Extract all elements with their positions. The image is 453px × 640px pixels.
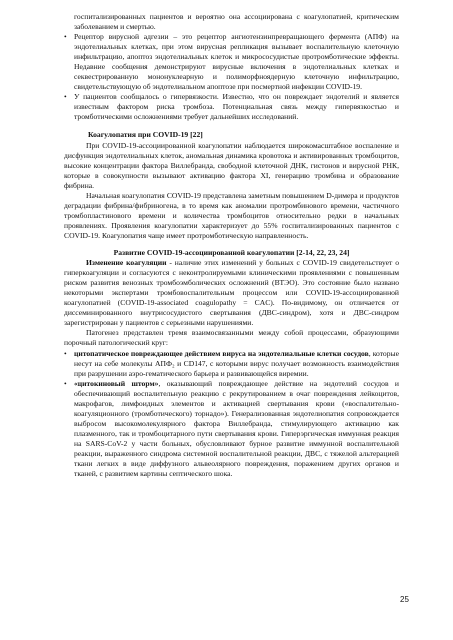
body-paragraph: Патогенез представлен тремя взаимосвязанными между собой процессами, образующими порочный патологический круг:	[64, 328, 399, 348]
section-heading: Развитие COVID-19-ассоциированной коагулопатии [2-14, 22, 23, 24]	[113, 248, 350, 258]
bullet-icon: •	[64, 92, 67, 102]
bullet-icon: •	[64, 32, 67, 42]
bullet-item	[64, 92, 399, 122]
body-paragraph: Изменение коагуляции - наличие этих изменений у больных с COVID-19 свидетельствует о гиперкоагуляции и согласуются с неконтролируемыми клиническими проявлениями с повышенным риском развития венозных тромбоэмболических осложнений (ВТЭО). Это состояние было названо некоторыми экспертами тромбовоспалительным процессом или COVID-19-ассоциированной коагулопатией (COVID-19-associated coagulopathy = CAC). По-видимому, он отличается от диссеминированного внутрисосудистого свертывания (ДВС-синдром), хотя и ДВС-синдром зарегистрирован у пациентов с серьезными нарушениями.	[64, 258, 399, 328]
bullet-icon: •	[64, 348, 67, 358]
body-paragraph: Начальная коагулопатия COVID-19 представлена заметным повышением D-димера и продуктов деградации фибрина/фибриногена, в то время как аномалии протромбинового времени, частичного тромбопластинового времени и количества тромбоцитов относительно редки в начальных проявлениях. Проявления коагулопатии характеризует до 55% госпитализированных пациентов с COVID-19. Коагулопатия чаще имеет протромботическую направленность.	[64, 190, 399, 240]
bullet-item	[64, 379, 399, 479]
section-heading: Коагулопатия при COVID-19 [22]	[88, 129, 203, 139]
bullet-item	[64, 32, 399, 92]
page-number: 25	[400, 595, 409, 604]
bullet-text: У пациентов сообщалось о гипервязкости. Известно, что он повреждает эндотелий и является известным фактором риска тромбоза. Потенциальная связь между гипервязкостью и тромботическими осложнениями требует дальнейших исследований.	[74, 92, 399, 122]
bullet-icon: •	[64, 378, 67, 388]
bullet-text: Рецептор вирусной адгезии – это рецептор ангиотензинпревращающего фермента (АПФ) на эндотелиальных клетках, при этом вирусная репликация вызывает воспалительную клеточную инфильтрацию, апоптоз эндотелиальных клеток и микрососудистые протромботические эффекты. Недавние сообщения демонстрируют вирусные включения в эндотелиальных клетках и секвестрированную мононуклеарную и полиморфноядерную клеточную инфильтрацию, свидетельствующую об эндотелиальном апоптозе при посмертной инфекции COVID-19.	[74, 32, 399, 92]
bullet-item	[64, 349, 399, 379]
bold-term: Изменение коагуляции	[86, 258, 167, 268]
body-paragraph: При COVID-19-ассоциированной коагулопатии наблюдается широкомасштабное воспаление и дисфункция эндотелиальных клеток, аномальная динамика кровотока и активированных тромбоцитов, высокие концентрации фактора Виллебранда, свободной клеточной ДНК, гистонов и вирусной РНК, которые в совокупности вызывают активацию фактора XI, генерацию тромбина и образование фибрина.	[64, 140, 399, 190]
bullet-text: цитопатическое повреждающее действием вируса на эндотелиальные клетки сосудов, которые несут на себе молекулы АПФ₂ и CD147, с которыми вирус получает возможность взаимодействия при разрушении аэро-гематического барьера и развивающейся виремии.	[74, 348, 399, 378]
continued-paragraph: госпитализированных пациентов и вероятно она ассоциирована с коагулопатией, критическим заболеванием и смертью.	[74, 12, 399, 32]
bullet-text: «цитокиновый шторм», оказывающий повреждающее действие на эндотелий сосудов и обеспечивающий воспалительную реакцию с рекрутированием в очаг повреждения лейкоцитов, макрофагов, лимфоидных элементов и активацией свертывания крови («воспалительно-коагуляционного (тромботического) торнадо»). Генерализованная эндотелиопатия сопровождается выбросом высокомолекулярного фактора Виллебранда, стимулирующего активацию как плазменного, так и тромбоцитарного пути свертывания крови. Гиперэргическая иммунная реакция на SARS-CoV-2 у части больных, обусловливают бурное развитие иммунной воспалительной реакции, выраженного синдрома системной воспалительной реакции, ДВС, с тяжелой альтерацией ткани легких в виде диффузного альвеолярного повреждения, поражением других органов и тканей, с развитием картины септического шока.	[74, 378, 399, 479]
